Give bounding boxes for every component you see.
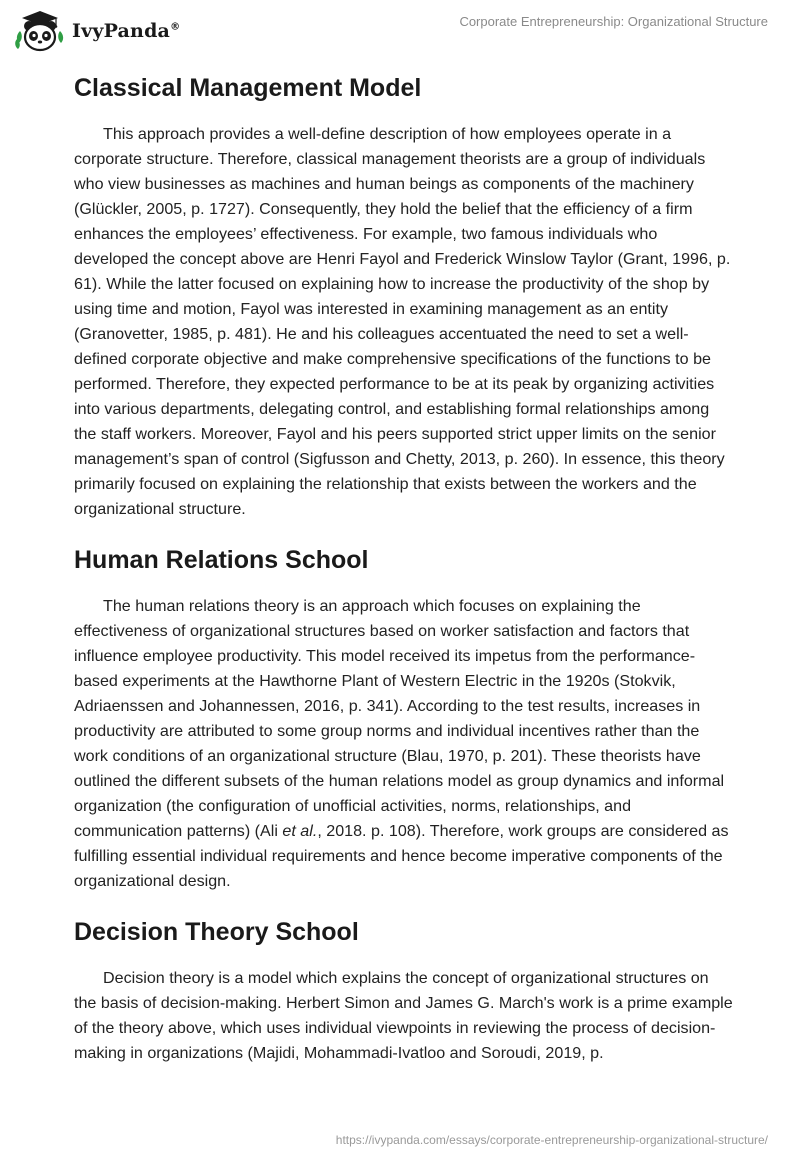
source-url[interactable]: https://ivypanda.com/essays/corporate-entrepreneurship-organizational-structure/	[335, 1133, 768, 1147]
paragraph-text: The human relations theory is an approach which focuses on explaining the effectiveness of organizational structures based on worker satisfaction and factors that influence employee productivity. This model received its impetus from the performance-based experiments at the Hawthorne Plant of Western Electric in the 1920s (Stokvik, Adriaenssen and Johannessen, 2016, p. 341). According to the test results, increases in productivity are attributed to some group norms and individual incentives rather than the work conditions of an organizational structure (Blau, 1970, p. 201). These theorists have outlined the different subsets of the human relations model as group dynamics and informal organization (the configuration of unofficial activities, norms, relationships, and communication patterns) (Ali	[74, 597, 725, 840]
document-title: Corporate Entrepreneurship: Organizational Structure	[459, 14, 768, 29]
paragraph-text: , 2018. p. 108). Therefore, work groups are considered as fulfilling essential individual requirements and hence become imperative components of the organizational design.	[74, 822, 729, 890]
logo-text: IvyPanda®	[72, 20, 181, 42]
essay-content	[74, 72, 734, 1088]
section-paragraph-decision-theory: Decision theory is a model which explains the concept of organizational structures on the basis of decision-making. Herbert Simon and James G. March's work is a prime example of the theory above, which uses individual viewpoints in reviewing the process of decision-making in organizations (Majidi, Mohammadi-Ivatloo and Soroudi, 2019, p.	[74, 969, 733, 1062]
section-heading-decision-theory: Decision Theory School	[74, 918, 359, 946]
section-paragraph-human-relations	[74, 594, 734, 894]
page-header	[0, 0, 800, 60]
panda-graduate-icon	[14, 9, 66, 53]
paragraph-italic: et al.	[282, 822, 318, 840]
section-heading-human-relations: Human Relations School	[74, 546, 369, 574]
registered-mark: ®	[170, 21, 181, 33]
ivypanda-logo[interactable]	[14, 8, 180, 54]
section-heading-classical: Classical Management Model	[74, 74, 422, 102]
section-paragraph-classical: This approach provides a well-define description of how employees operate in a corporate structure. Therefore, classical management theorists are a group of individuals who view businesses as machines and human beings as components of the machinery (Glückler, 2005, p. 1727). Consequently, they hold the belief that the efficiency of a firm enhances the employees’ effectiveness. For example, two famous individuals who developed the concept above are Henri Fayol and Frederick Winslow Taylor (Grant, 1996, p. 61). While the latter focused on explaining how to increase the productivity of the shop by using time and motion, Fayol was interested in examining management as an entity (Granovetter, 1985, p. 481). He and his colleagues accentuated the need to set a well-defined corporate objective and make comprehensive specifications of the functions to be performed. Therefore, they expected performance to be at its peak by organizing activities into various departments, delegating control, and establishing formal relationships among the staff workers. Moreover, Fayol and his peers supported strict upper limits on the senior management’s span of control (Sigfusson and Chetty, 2013, p. 260). In essence, this theory primarily focused on explaining the relationship that exists between the workers and the organizational structure.	[74, 125, 731, 518]
